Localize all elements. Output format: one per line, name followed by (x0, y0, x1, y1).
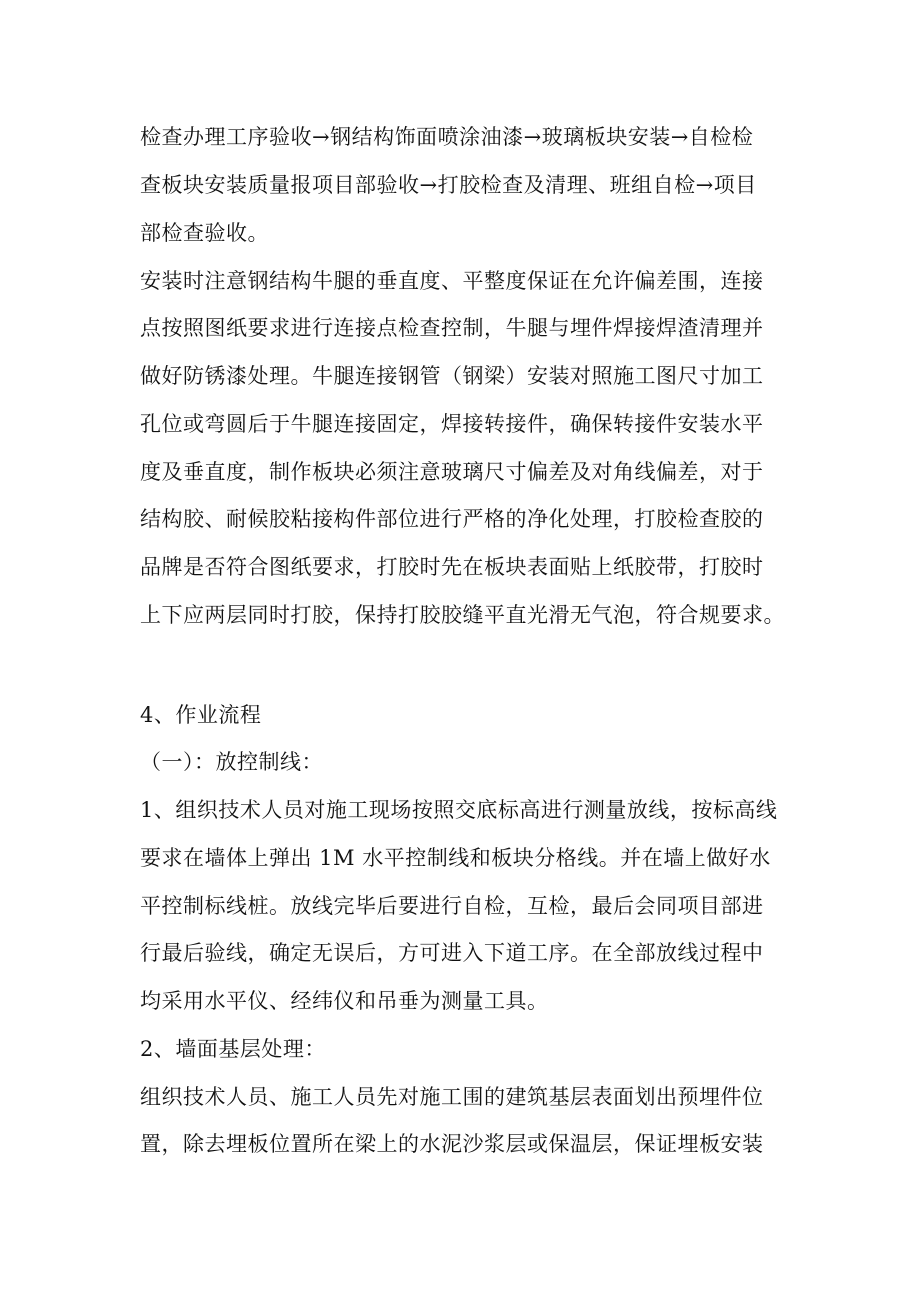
paragraph-line: 组织技术人员、施工人员先对施工围的建筑基层表面划出预埋件位 (140, 1085, 764, 1109)
paragraph-line: 部检查验收。 (140, 221, 269, 245)
paragraph-line: 行最后验线，确定无误后，方可进入下道工序。在全部放线过程中 (140, 941, 764, 965)
paragraph-line: 平控制标线桩。放线完毕后要进行自检，互检，最后会同项目部进 (140, 894, 764, 918)
paragraph-line: 结构胶、耐候胶粘接构件部位进行严格的净化处理，打胶检查胶的 (140, 507, 764, 531)
paragraph-line: 1、组织技术人员对施工现场按照交底标高进行测量放线，按标高线 (140, 798, 778, 822)
section-heading: 4、作业流程 (140, 703, 262, 727)
paragraph-line: 置，除去埋板位置所在梁上的水泥沙浆层或保温层，保证埋板安装 (140, 1132, 764, 1156)
paragraph-line: 品牌是否符合图纸要求，打胶时先在板块表面贴上纸胶带，打胶时 (140, 555, 764, 579)
subsection-heading: （一）：放控制线： (140, 750, 323, 774)
paragraph-line: 上下应两层同时打胶，保持打胶胶缝平直光滑无气泡，符合规要求。 (140, 603, 785, 627)
paragraph-line: 检查办理工序验收→钢结构饰面喷涂油漆→玻璃板块安装→自检检 (140, 125, 754, 149)
paragraph-line: 均采用水平仪、经纬仪和吊垂为测量工具。 (140, 989, 549, 1013)
paragraph-line: 查板块安装质量报项目部验收→打胶检查及清理、班组自检→项目 (140, 173, 757, 197)
paragraph-line: 安装时注意钢结构牛腿的垂直度、平整度保证在允许偏差围，连接 (140, 269, 764, 293)
paragraph-line: 孔位或弯圆后于牛腿连接固定，焊接转接件，确保转接件安装水平 (140, 412, 764, 436)
paragraph-line: 度及垂直度，制作板块必须注意玻璃尺寸偏差及对角线偏差，对于 (140, 460, 764, 484)
item-heading: 2、墙面基层处理： (140, 1037, 326, 1061)
paragraph-line: 点按照图纸要求进行连接点检查控制，牛腿与埋件焊接焊渣清理并 (140, 316, 764, 340)
paragraph-line: 做好防锈漆处理。牛腿连接钢管（钢梁）安装对照施工图尺寸加工 (140, 364, 764, 388)
paragraph-line: 要求在墙体上弹出 1M 水平控制线和板块分格线。并在墙上做好水 (140, 846, 771, 870)
